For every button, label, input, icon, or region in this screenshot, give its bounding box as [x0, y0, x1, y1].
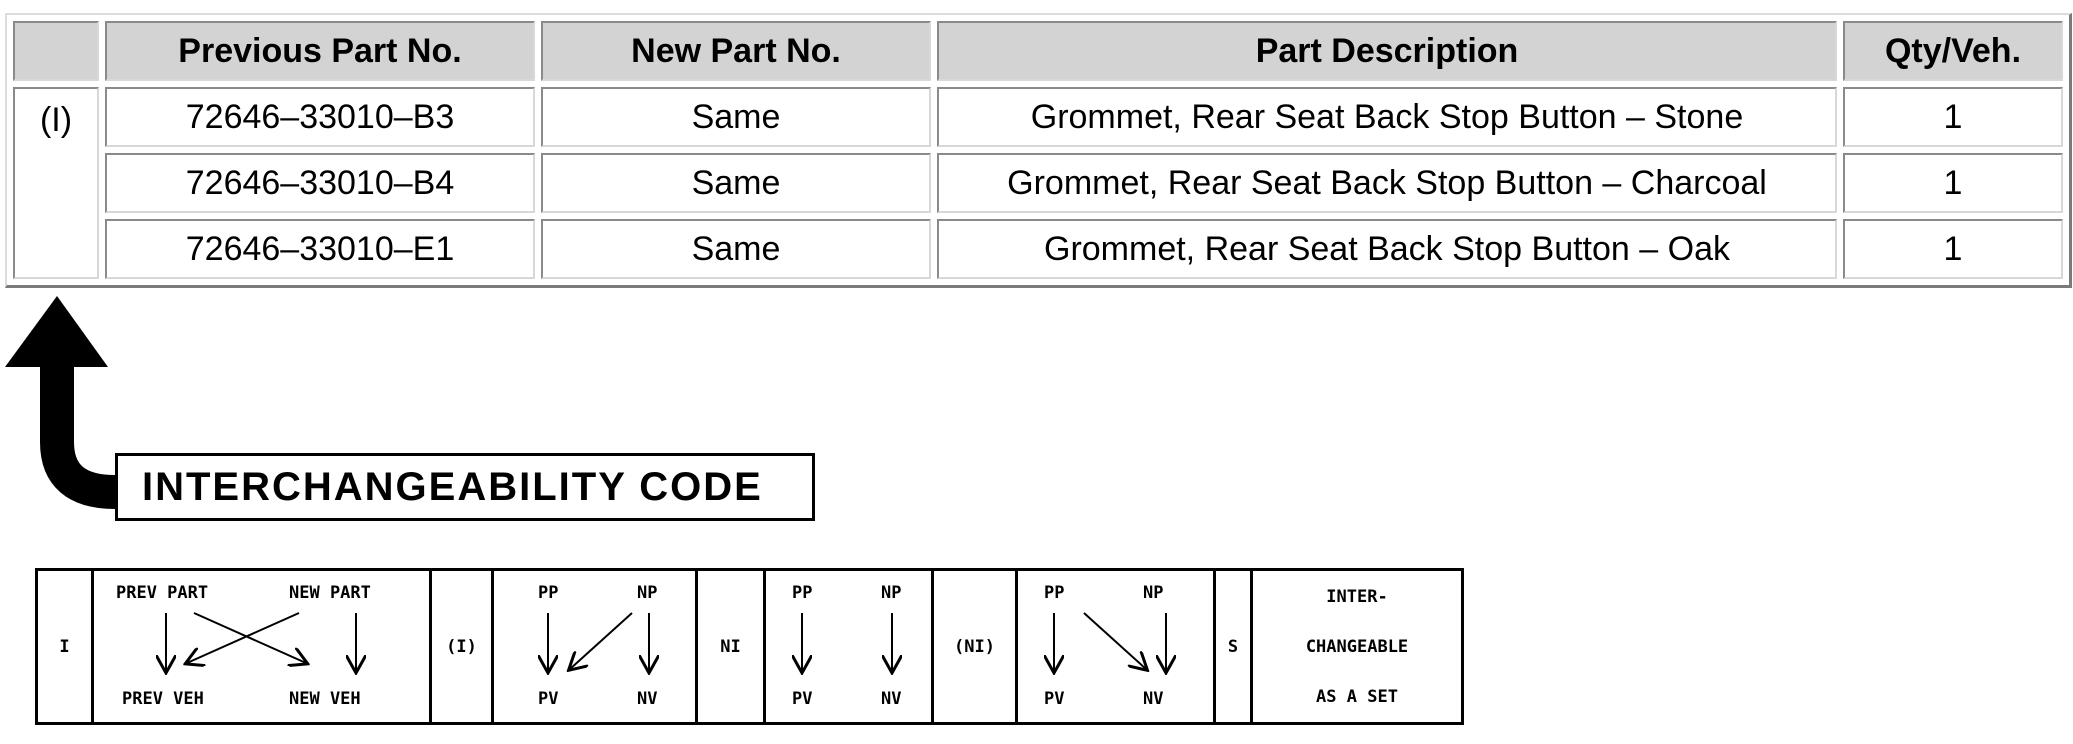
header-new-part-no: New Part No. — [541, 21, 931, 81]
pp-label: PP — [1044, 583, 1065, 603]
pv-label: PV — [538, 689, 559, 709]
header-part-description: Part Description — [937, 21, 1837, 81]
new-part-no: Same — [541, 87, 931, 147]
interchangeability-legend — [35, 568, 1464, 725]
legend-code-paren-ni: (NI) — [933, 570, 1017, 724]
previous-part-no: 72646–33010–B3 — [105, 87, 535, 147]
nv-label: NV — [637, 689, 658, 709]
table-row — [13, 87, 2063, 147]
interchangeability-code-label: INTERCHANGEABILITY CODE — [115, 453, 815, 521]
new-part-no: Same — [541, 153, 931, 213]
pp-label: PP — [538, 583, 559, 603]
header-code — [13, 21, 99, 81]
s-desc-line: CHANGEABLE — [1305, 636, 1409, 657]
new-part-no: Same — [541, 219, 931, 279]
np-label: NP — [881, 583, 902, 603]
s-desc-line: INTER- — [1326, 586, 1388, 607]
pp-label: PP — [792, 583, 813, 603]
table-row — [13, 219, 2063, 279]
part-description: Grommet, Rear Seat Back Stop Button – Stone — [937, 87, 1837, 147]
legend-diagram-ni — [765, 570, 933, 724]
previous-part-no: 72646–33010–B4 — [105, 153, 535, 213]
header-previous-part-no: Previous Part No. — [105, 21, 535, 81]
table-row — [13, 153, 2063, 213]
part-description: Grommet, Rear Seat Back Stop Button – Oak — [937, 219, 1837, 279]
pv-label: PV — [1044, 689, 1065, 709]
nv-label: NV — [881, 689, 902, 709]
header-row — [13, 21, 2063, 81]
part-description: Grommet, Rear Seat Back Stop Button – Charcoal — [937, 153, 1837, 213]
legend-diagram-paren-i — [493, 570, 697, 724]
parts-table — [5, 13, 2072, 288]
qty-veh: 1 — [1843, 153, 2063, 213]
cross-arrows-icon — [94, 571, 429, 726]
legend-code-paren-i: (I) — [431, 570, 493, 724]
parallel-arrows-icon — [766, 571, 931, 726]
nv-label: NV — [1143, 689, 1164, 709]
legend-code-ni: NI — [697, 570, 765, 724]
new-part-label: NEW PART — [289, 583, 371, 603]
np-label: NP — [637, 583, 658, 603]
new-veh-label: NEW VEH — [289, 689, 361, 709]
legend-code-s: S — [1215, 570, 1252, 724]
interchange-code-cell: (I) — [13, 87, 99, 279]
legend-diagram-paren-ni — [1017, 570, 1215, 724]
prev-veh-label: PREV VEH — [122, 689, 204, 709]
legend-s-description — [1252, 570, 1463, 724]
qty-veh: 1 — [1843, 87, 2063, 147]
np-label: NP — [1143, 583, 1164, 603]
s-desc-line: AS A SET — [1316, 686, 1398, 707]
previous-part-no: 72646–33010–E1 — [105, 219, 535, 279]
legend-diagram-i — [93, 570, 431, 724]
prev-part-label: PREV PART — [116, 583, 209, 603]
pv-label: PV — [792, 689, 813, 709]
header-qty-veh: Qty/Veh. — [1843, 21, 2063, 81]
one-way-arrows-icon — [494, 571, 694, 726]
legend-code-i: I — [37, 570, 93, 724]
forward-arrows-icon — [1018, 571, 1213, 726]
qty-veh: 1 — [1843, 219, 2063, 279]
